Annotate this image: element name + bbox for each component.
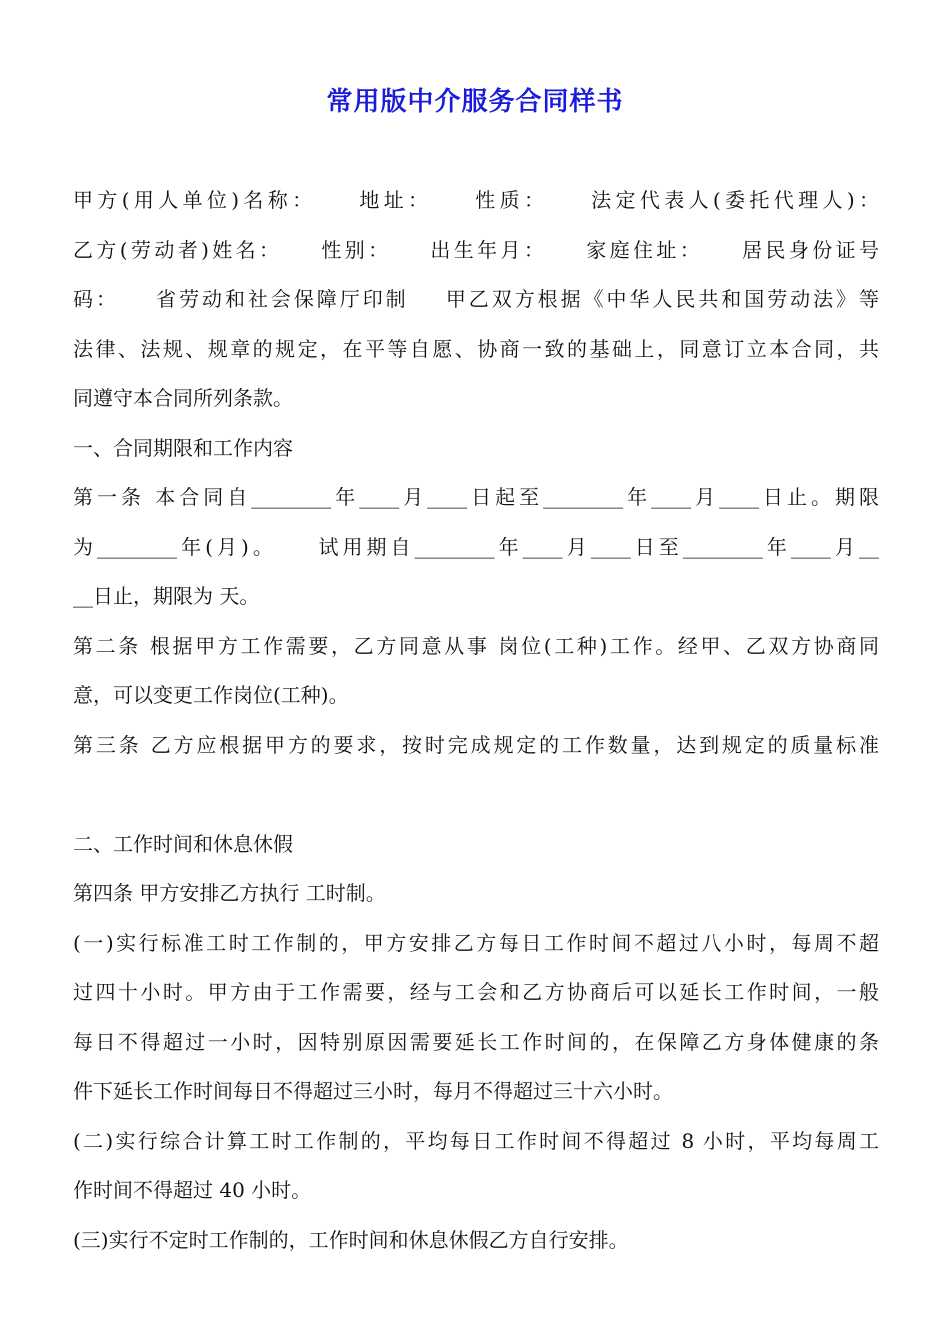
preamble-line-3: 同遵守本合同所列条款。 <box>73 386 293 410</box>
article-4-line-1: 第四条 甲方安排乙方执行 工时制。 <box>73 881 386 905</box>
article-3-line-1: 第三条 乙方应根据甲方的要求，按时完成规定的工作数量，达到规定的质量标准 <box>73 732 879 757</box>
document-body <box>73 176 879 1265</box>
clause-1-line-3: 每日不得超过一小时，因特别原因需要延长工作时间的，在保障乙方身体健康的条 <box>73 1029 879 1054</box>
clause-1-line-2: 过四十小时。甲方由于工作需要，经与工会和乙方协商后可以延长工作时间，一般 <box>73 980 879 1004</box>
clause-2-line-1: (二)实行综合计算工时工作制的，平均每日工作时间不得超过 8 小时，平均每周工 <box>73 1128 879 1153</box>
clause-3-line-1: (三)实行不定时工作制的，工作时间和休息休假乙方自行安排。 <box>73 1227 629 1252</box>
blank-line <box>73 770 879 820</box>
party-b-line: 乙方(劳动者)姓名： 性别： 出生年月： 家庭住址： 居民身份证号 <box>73 237 879 262</box>
party-a-line: 甲方(用人单位)名称： 地址： 性质： 法定代表人(委托代理人)： <box>73 188 879 212</box>
preamble-line-2: 法律、法规、规章的规定，在平等自愿、协商一致的基础上，同意订立本合同，共 <box>73 336 879 361</box>
clause-2-line-2: 作时间不得超过 40 小时。 <box>73 1178 312 1202</box>
document-title: 常用版中介服务合同样书 <box>326 87 624 117</box>
section-heading-1: 一、合同期限和工作内容 <box>73 435 293 460</box>
article-1-line-1: 第一条 本合同自________年____月____日起至________年____月____日止。期限 <box>73 485 879 509</box>
section-heading-2: 二、工作时间和休息休假 <box>73 831 293 856</box>
preamble-line-1: 码： 省劳动和社会保障厅印制 甲乙双方根据《中华人民共和国劳动法》等 <box>73 287 879 311</box>
clause-1-line-1: (一)实行标准工时工作制的，甲方安排乙方每日工作时间不超过八小时，每周不超 <box>73 930 879 955</box>
article-1-line-2: 为________年(月)。 试用期自________年____月____日至________年____月__ <box>73 534 879 559</box>
article-1-line-3: __日止，期限为 天。 <box>73 584 260 608</box>
article-2-line-2: 意，可以变更工作岗位(工种)。 <box>73 683 349 707</box>
clause-1-line-4: 件下延长工作时间每日不得超过三小时，每月不得超过三十六小时。 <box>73 1079 673 1103</box>
article-2-line-1: 第二条 根据甲方工作需要，乙方同意从事 岗位(工种)工作。经甲、乙双方协商同 <box>73 633 879 658</box>
